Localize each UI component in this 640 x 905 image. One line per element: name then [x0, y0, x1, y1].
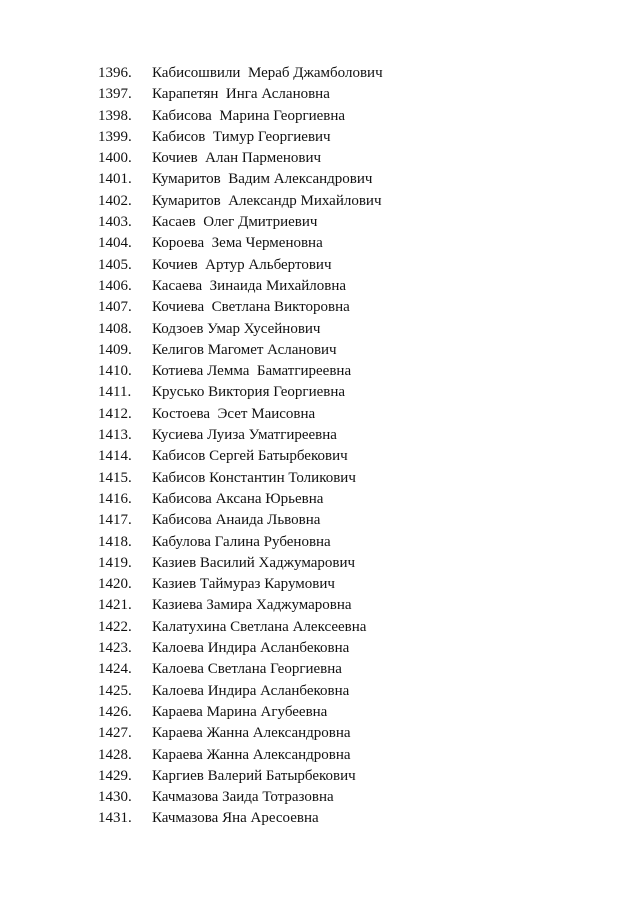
- list-item: [98, 574, 383, 595]
- entry-number: 1405.: [98, 256, 132, 273]
- entry-name: Кабисов Тимур Георгиевич: [152, 128, 331, 145]
- entry-number: 1413.: [98, 427, 132, 444]
- list-item: [98, 191, 383, 212]
- list-item: [98, 446, 383, 467]
- list-item: [98, 169, 383, 190]
- list-item: [98, 297, 383, 318]
- entry-number: 1425.: [98, 682, 132, 699]
- list-item: [98, 276, 383, 297]
- entry-number: 1406.: [98, 277, 132, 294]
- entry-name: Кабисова Анаида Львовна: [152, 512, 321, 529]
- entry-name: Калоева Индира Асланбековна: [152, 640, 350, 657]
- entry-name: Казиев Василий Хаджумарович: [152, 554, 356, 571]
- entry-number: 1397.: [98, 86, 132, 103]
- list-item: [98, 787, 383, 808]
- entry-number: 1429.: [98, 767, 132, 784]
- entry-name: Карапетян Инга Аслановна: [152, 86, 330, 103]
- list-item: [98, 106, 383, 127]
- entry-number: 1423.: [98, 640, 132, 657]
- list-item: [98, 702, 383, 723]
- entry-number: 1398.: [98, 107, 132, 124]
- entry-name: Караева Марина Агубеевна: [152, 703, 328, 720]
- entry-name: Кочиева Светлана Викторовна: [152, 299, 350, 316]
- entry-number: 1409.: [98, 341, 132, 358]
- entry-name: Кабисова Марина Георгиевна: [152, 107, 346, 124]
- list-item: [98, 127, 383, 148]
- entry-name: Кочиев Алан Парменович: [152, 150, 322, 167]
- entry-name: Кабисов Сергей Батырбекович: [152, 448, 348, 465]
- list-item: [98, 84, 383, 105]
- list-item: [98, 808, 383, 829]
- entry-number: 1414.: [98, 448, 132, 465]
- entry-name: Каргиев Валерий Батырбекович: [152, 767, 356, 784]
- list-item: [98, 745, 383, 766]
- list-item: [98, 361, 383, 382]
- list-item: [98, 340, 383, 361]
- entry-number: 1403.: [98, 214, 132, 231]
- list-item: [98, 468, 383, 489]
- entry-name: Касаева Зинаида Михайловна: [152, 277, 347, 294]
- entry-name: Кусиева Луиза Уматгиреевна: [152, 427, 337, 444]
- list-item: [98, 510, 383, 531]
- entry-name: Кабулова Галина Рубеновна: [152, 533, 331, 550]
- list-item: [98, 319, 383, 340]
- list-item: [98, 212, 383, 233]
- list-item: [98, 425, 383, 446]
- entry-number: 1428.: [98, 746, 132, 763]
- entry-number: 1418.: [98, 533, 132, 550]
- entry-number: 1411.: [98, 384, 132, 401]
- entry-name: Калоева Светлана Георгиевна: [152, 661, 342, 678]
- entry-number: 1422.: [98, 618, 132, 635]
- entry-number: 1401.: [98, 171, 132, 188]
- entry-name: Кочиев Артур Альбертович: [152, 256, 332, 273]
- numbered-name-list: [98, 63, 383, 830]
- entry-name: Костоева Эсет Маисовна: [152, 405, 316, 422]
- entry-number: 1399.: [98, 128, 132, 145]
- entry-number: 1431.: [98, 810, 132, 827]
- list-item: [98, 681, 383, 702]
- entry-name: Калоева Индира Асланбековна: [152, 682, 350, 699]
- entry-name: Кодзоев Умар Хусейнович: [152, 320, 321, 337]
- list-item: [98, 595, 383, 616]
- entry-number: 1404.: [98, 235, 132, 252]
- entry-name: Кабисов Константин Толикович: [152, 469, 356, 486]
- entry-name: Кабисошвили Мераб Джамболович: [152, 65, 383, 81]
- entry-name: Келигов Магомет Асланович: [152, 341, 337, 358]
- entry-name: Казиев Таймураз Карумович: [152, 576, 335, 593]
- entry-name: Караева Жанна Александровна: [152, 746, 351, 763]
- list-item: [98, 659, 383, 680]
- entry-name: Караева Жанна Александровна: [152, 725, 351, 742]
- list-item: [98, 489, 383, 510]
- entry-number: 1410.: [98, 363, 132, 380]
- entry-number: 1430.: [98, 789, 132, 806]
- entry-number: 1416.: [98, 490, 132, 507]
- list-item: [98, 532, 383, 553]
- entry-number: 1427.: [98, 725, 132, 742]
- list-item: [98, 638, 383, 659]
- entry-name: Крусько Виктория Георгиевна: [152, 384, 346, 401]
- list-item: [98, 553, 383, 574]
- entry-name: Качмазова Заида Тотразовна: [152, 789, 334, 806]
- entry-name: Короева Зема Черменовна: [152, 235, 323, 252]
- entry-number: 1420.: [98, 576, 132, 593]
- entry-name: Казиева Замира Хаджумаровна: [152, 597, 352, 614]
- list-item: [98, 233, 383, 254]
- entry-name: Котиева Лемма Баматгиреевна: [152, 363, 352, 380]
- entry-number: 1402.: [98, 192, 132, 209]
- entry-name: Кумаритов Вадим Александрович: [152, 171, 373, 188]
- entry-name: Качмазова Яна Аресоевна: [152, 810, 319, 827]
- list-item: [98, 148, 383, 169]
- list-item: [98, 617, 383, 638]
- list-item: [98, 63, 383, 84]
- entry-number: 1400.: [98, 150, 132, 167]
- entry-number: 1412.: [98, 405, 132, 422]
- list-item: [98, 404, 383, 425]
- entry-number: 1421.: [98, 597, 132, 614]
- entry-name: Кумаритов Александр Михайлович: [152, 192, 382, 209]
- entry-number: 1415.: [98, 469, 132, 486]
- entry-number: 1419.: [98, 554, 132, 571]
- entry-name: Калатухина Светлана Алексеевна: [152, 618, 367, 635]
- entry-number: 1407.: [98, 299, 132, 316]
- entry-number: 1424.: [98, 661, 132, 678]
- list-item: [98, 766, 383, 787]
- entry-number: 1408.: [98, 320, 132, 337]
- list-item: [98, 723, 383, 744]
- entry-number: 1426.: [98, 703, 132, 720]
- entry-name: Кабисова Аксана Юрьевна: [152, 490, 324, 507]
- entry-name: Касаев Олег Дмитриевич: [152, 214, 318, 231]
- entry-number: 1396.: [98, 65, 132, 81]
- list-item: [98, 255, 383, 276]
- entry-number: 1417.: [98, 512, 132, 529]
- list-item: [98, 382, 383, 403]
